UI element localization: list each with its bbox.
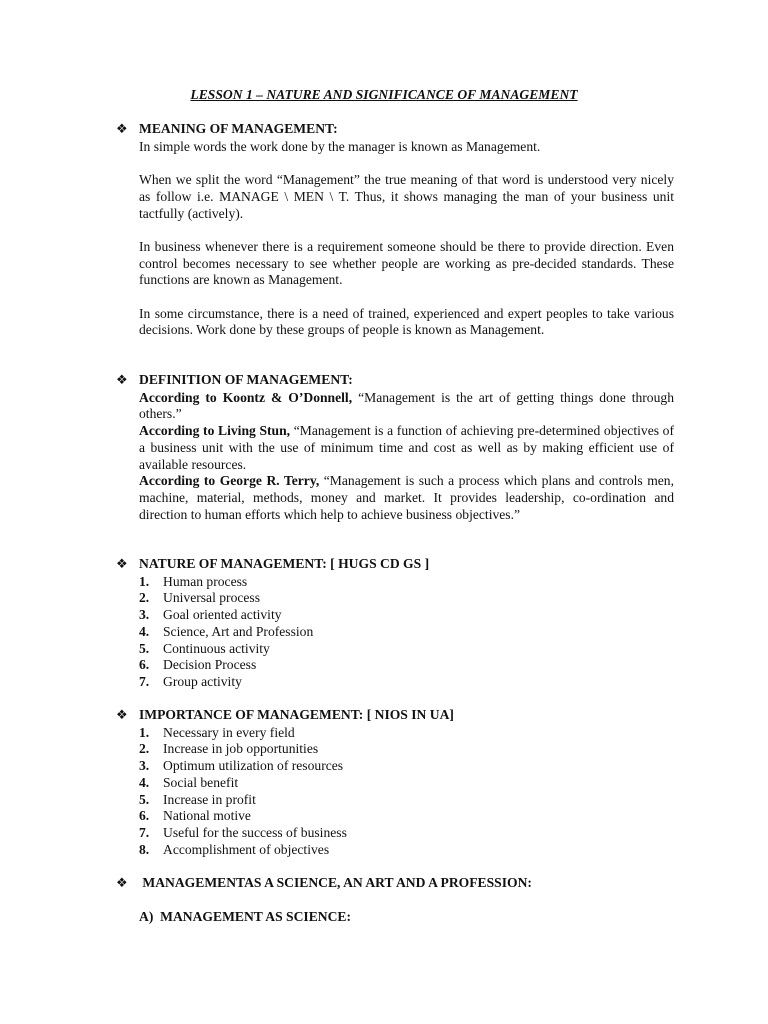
paragraph: In simple words the work done by the manager is known as Management. [139, 138, 541, 154]
list-item [139, 792, 674, 809]
heading-text: NATURE OF MANAGEMENT: [ HUGS CD GS ] [139, 556, 430, 571]
section-definition [116, 372, 676, 523]
list-number: 6. [139, 657, 150, 673]
heading-text: MEANING OF MANAGEMENT: [139, 121, 338, 136]
section-body [139, 574, 674, 691]
list-item [139, 725, 674, 742]
list-item [139, 825, 674, 842]
list-number: 4. [139, 774, 150, 790]
heading-text: MANAGEMENTAS A SCIENCE, AN ART AND A PROFESSION: [139, 875, 532, 890]
list-text: Optimum utilization of resources [163, 758, 344, 774]
list-text: Goal oriented activity [163, 607, 282, 623]
section-body [139, 390, 674, 524]
sub-heading: A) MANAGEMENT AS SCIENCE: [139, 909, 351, 925]
list-number: 2. [139, 590, 150, 606]
list-text: Useful for the success of business [163, 824, 347, 840]
list-item [139, 590, 674, 607]
list-number: 3. [139, 758, 150, 774]
list-text: Increase in profit [163, 791, 256, 807]
section-meaning [116, 121, 676, 339]
list-item [139, 607, 674, 624]
section-nature [116, 556, 676, 691]
list-text: Decision Process [163, 657, 257, 673]
list-number: 5. [139, 791, 150, 807]
definition-text: “Management is such a process which plans and controls men, machine, material, methods, money and market. It provides leadership, co-ordination and direction to human efforts which help to achieve business objectives.” [139, 473, 674, 522]
list-number: 7. [139, 824, 150, 840]
importance-list [139, 725, 674, 859]
list-text: Universal process [163, 590, 261, 606]
paragraph: When we split the word “Management” the true meaning of that word is understood very nicely as follow i.e. MANAGE \ MEN \ T. Thus, it shows managing the man of your business unit tactfully (actively). [139, 172, 674, 221]
list-text: Necessary in every field [163, 724, 295, 740]
section-body [139, 139, 674, 339]
diamond-bullet-icon: ❖ [116, 708, 128, 723]
nature-list [139, 574, 674, 691]
list-item [139, 624, 674, 641]
list-number: 1. [139, 724, 150, 740]
list-text: Human process [163, 573, 248, 589]
definition-text: “Management is a function of achieving pre-determined objectives of a business unit with the use of minimum time and cost as well as by making efficient use of available resources. [139, 423, 674, 472]
definition-author: According to Living Stun, [139, 423, 291, 439]
section-importance [116, 707, 676, 858]
heading-text: IMPORTANCE OF MANAGEMENT: [ NIOS IN UA] [139, 707, 454, 722]
list-text: Accomplishment of objectives [163, 841, 330, 857]
list-text: National motive [163, 808, 251, 824]
list-item [139, 574, 674, 591]
section-science-art [116, 875, 676, 926]
list-item [139, 842, 674, 859]
definition-author: According to Koontz & O’Donnell, [139, 389, 353, 405]
section-heading [116, 372, 676, 390]
list-number: 2. [139, 741, 150, 757]
paragraph: In business whenever there is a requirement someone should be there to provide direction. Even control becomes necessary to see whether people are working as pre-decided standards. These functions are known as Management. [139, 238, 674, 288]
list-text: Science, Art and Profession [163, 623, 314, 639]
heading-text: DEFINITION OF MANAGEMENT: [139, 372, 353, 387]
section-heading [116, 121, 676, 139]
definition-author: According to George R. Terry, [139, 473, 320, 489]
section-body [139, 725, 674, 859]
paragraph: In some circumstance, there is a need of trained, experienced and expert peoples to take various decisions. Work done by these groups of people is known as Management. [139, 305, 674, 338]
list-number: 6. [139, 808, 150, 824]
list-number: 5. [139, 640, 150, 656]
list-number: 8. [139, 841, 150, 857]
list-item [139, 674, 674, 691]
list-item [139, 775, 674, 792]
list-text: Increase in job opportunities [163, 741, 319, 757]
list-item [139, 808, 674, 825]
list-item [139, 741, 674, 758]
definition-item [139, 423, 674, 473]
diamond-bullet-icon: ❖ [116, 373, 128, 388]
section-heading [116, 707, 676, 725]
diamond-bullet-icon: ❖ [116, 876, 128, 891]
diamond-bullet-icon: ❖ [116, 557, 128, 572]
definition-item [139, 473, 674, 523]
list-text: Continuous activity [163, 640, 270, 656]
list-number: 3. [139, 607, 150, 623]
list-number: 1. [139, 573, 150, 589]
list-text: Group activity [163, 673, 242, 689]
diamond-bullet-icon: ❖ [116, 122, 128, 137]
list-number: 4. [139, 623, 150, 639]
list-text: Social benefit [163, 774, 239, 790]
page-title: LESSON 1 – NATURE AND SIGNIFICANCE OF MANAGEMENT [190, 87, 578, 102]
section-heading [116, 556, 676, 574]
list-item [139, 657, 674, 674]
section-heading [116, 875, 676, 893]
definition-item [139, 390, 674, 423]
list-item [139, 758, 674, 775]
list-item [139, 641, 674, 658]
list-number: 7. [139, 673, 150, 689]
definition-text: “Management is the art of getting things done through others.” [139, 389, 674, 422]
